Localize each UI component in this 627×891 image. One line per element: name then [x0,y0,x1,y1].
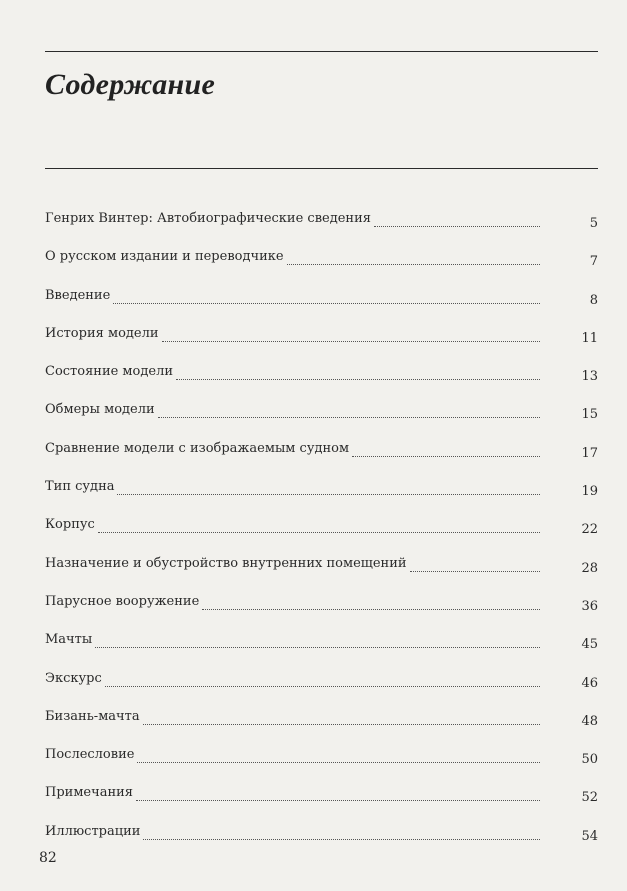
toc-entry-page: 15 [581,407,598,423]
toc-entry-title: Обмеры модели [45,402,155,418]
toc-entry[interactable] [45,746,598,784]
toc-entry-page: 19 [581,484,598,500]
toc-entry-page: 13 [581,369,598,385]
toc-entry[interactable] [45,708,598,746]
toc-entry[interactable] [45,593,598,631]
dot-leader [158,417,540,418]
toc-entry[interactable] [45,401,598,439]
toc-entry-page: 36 [581,598,598,614]
toc-entry-title: Генрих Винтер: Автобиографические сведения [45,211,371,226]
toc-entry-title: Экскурс [45,670,102,686]
toc-entry-page: 22 [581,522,598,538]
toc-entry[interactable] [45,784,598,822]
dot-leader [136,800,540,801]
toc-entry-page: 48 [581,713,598,729]
toc-entry-page: 7 [589,254,598,270]
toc-entry-page: 50 [581,752,598,768]
dot-leader [113,303,540,304]
toc-entry[interactable] [45,210,598,248]
dot-leader [176,379,540,380]
dot-leader [98,532,540,533]
toc-entry-page: 46 [581,675,598,691]
dot-leader [202,609,540,610]
toc-entry[interactable] [45,287,598,325]
toc-entry-title: О русском издании и переводчике [45,249,284,265]
toc-entry-page: 11 [581,330,598,346]
table-of-contents [45,210,598,861]
toc-entry-title: Корпус [45,517,95,533]
dot-leader [162,341,540,342]
toc-entry-page: 5 [589,216,598,231]
toc-entry-title: Примечания [45,785,134,801]
dot-leader [117,494,540,495]
toc-entry-page: 8 [589,292,598,308]
page-number: 82 [39,850,57,866]
toc-entry-title: Бизань-мачта [45,708,140,724]
toc-entry-page: 17 [581,445,598,461]
toc-entry[interactable] [45,248,598,286]
dot-leader [143,724,540,725]
dot-leader [287,264,540,265]
toc-entry-page: 52 [581,790,598,806]
dot-leader [137,762,540,763]
toc-entry[interactable] [45,670,598,708]
toc-entry-title: Послесловие [45,747,135,763]
toc-entry[interactable] [45,555,598,593]
toc-entry-page: 54 [581,828,598,844]
toc-entry[interactable] [45,363,598,401]
dot-leader [143,839,540,840]
top-rule [45,51,598,52]
dot-leader [95,647,540,648]
toc-entry[interactable] [45,631,598,669]
dot-leader [352,456,540,457]
toc-entry-title: Назначение и обустройство внутренних помещений [45,555,407,571]
toc-entry[interactable] [45,516,598,554]
dot-leader [374,226,540,227]
title-rule [45,168,598,169]
toc-entry-page: 45 [581,637,598,653]
dot-leader [105,686,540,687]
dot-leader [410,571,540,572]
toc-entry[interactable] [45,478,598,516]
toc-entry-title: Парусное вооружение [45,593,200,609]
toc-entry-title: Тип судна [45,479,115,495]
toc-entry-title: Состояние модели [45,364,173,380]
toc-entry-title: Мачты [45,632,93,648]
toc-entry-title: Иллюстрации [45,823,141,839]
page-title: Содержание [45,68,216,101]
toc-entry-title: Сравнение модели с изображаемым судном [45,440,350,456]
toc-entry-title: Введение [45,287,111,303]
toc-entry-page: 28 [581,560,598,576]
toc-entry[interactable] [45,823,598,861]
toc-entry-title: История модели [45,325,159,341]
toc-entry[interactable] [45,440,598,478]
toc-entry[interactable] [45,325,598,363]
